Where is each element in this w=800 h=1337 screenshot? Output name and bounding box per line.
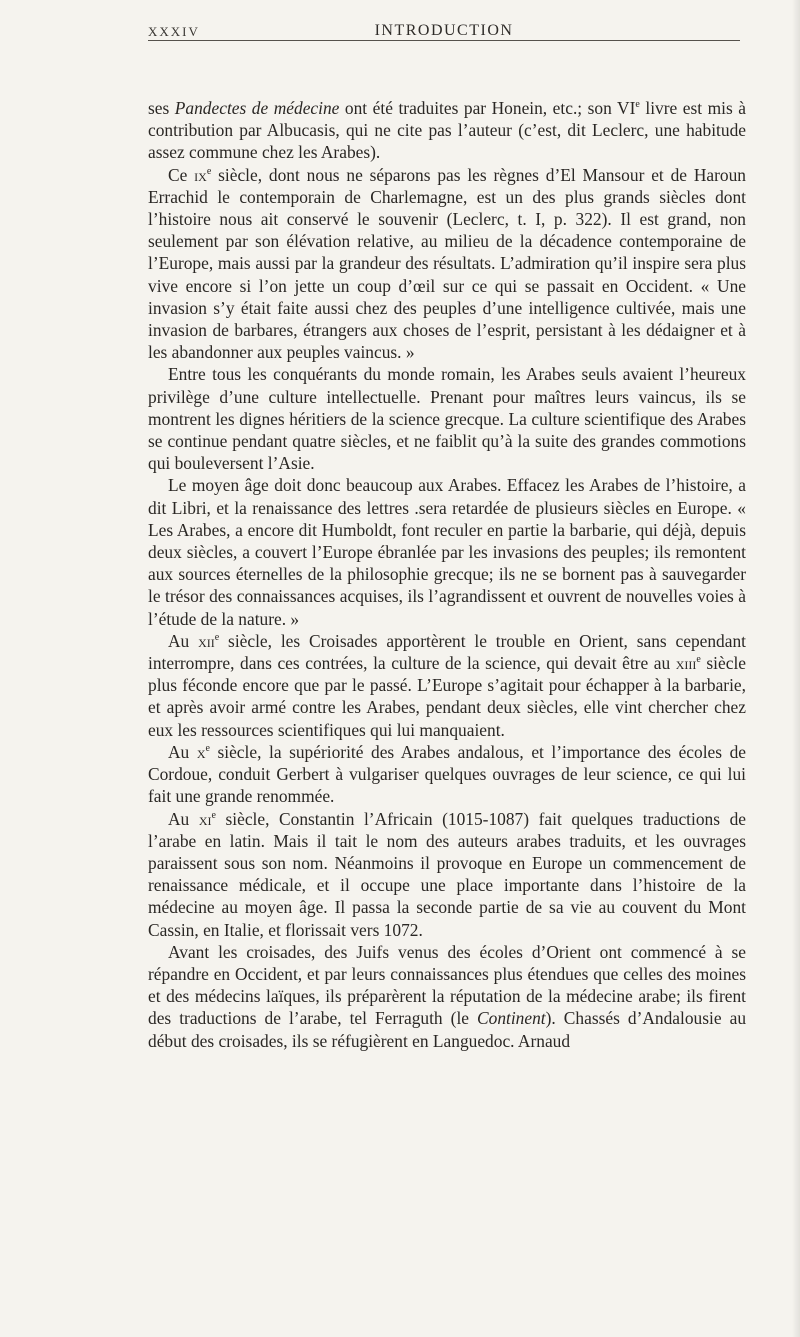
superscript: e xyxy=(635,99,640,111)
superscript: e xyxy=(211,809,216,821)
paragraph xyxy=(148,164,746,364)
small-caps-numeral: xii xyxy=(198,630,215,651)
paragraph xyxy=(148,741,746,808)
small-caps-numeral: xi xyxy=(198,808,212,829)
text-run: siècle, la supériorité des Arabes andalous, et l’importance des écoles de Cordoue, conduit Gerbert à vulgariser quelques ouvrages de leur science, ce qui lui fait une grande renommée. xyxy=(148,741,746,807)
text-run: Au xyxy=(168,630,199,651)
text-run: Au xyxy=(168,741,197,762)
paragraph xyxy=(148,630,746,741)
paragraph xyxy=(148,941,746,1052)
paragraph xyxy=(148,474,746,629)
text-run: Le moyen âge doit donc beaucoup aux Arabes. Effacez les Arabes de l’histoire, a dit Libri, et la renaissance des lettres .sera retardée de plusieurs siècles en Europe. « Les Arabes, a encore dit Humboldt, font reculer en partie la barbarie, qui déjà, depuis deux siècles, a couvert l’Europe ébranlée par les invasions des peuples; ils remontent aux sources éternelles de la philosophie grecque; ils ne se bornent pas à sauvegarder le trésor des connaissances acquises, ils l’agrandissent et ouvrent de nouvelles voies à l’étude de la nature. » xyxy=(148,475,746,629)
text-run: ses xyxy=(148,98,175,118)
superscript: e xyxy=(205,743,210,755)
italic-text: Pandectes de médecine xyxy=(174,98,340,118)
page-edge-shadow xyxy=(792,0,800,1337)
text-run: Entre tous les conquérants du monde romain, les Arabes seuls avaient l’heureux privilège d’une culture intellectuelle. Prenant pour maîtres leurs vaincus, ils se montrent les dignes héritiers de la science grecque. La culture scientifique des Arabes se continue pendant quatre siècles, et ne faiblit qu’à la suite des grandes commotions qui bouleversent l’Asie. xyxy=(148,364,746,474)
running-title: INTRODUCTION xyxy=(374,22,514,39)
body-text xyxy=(148,97,746,1052)
superscript: e xyxy=(214,632,220,644)
small-caps-numeral: ix xyxy=(194,164,207,185)
text-run: Avant les croisades, des Juifs venus des écoles d’Orient ont commencé à se répandre en Occident, et par leurs connaissances plus étendues que celles des moines et des médecins laïques, ils préparèrent la réputation de la médecine arabe; ils firent des traductions de l’arabe, tel Ferraguth (le xyxy=(148,941,746,1029)
text-run: siècle, dont nous ne séparons pas les règnes d’El Mansour et de Haroun Errachid le contemporain de Charlemagne, est un des plus grands siècles dont l’histoire nous ait conservé le souvenir (Leclerc, t. I, p. 322). Il est grand, non seulement par son élévation relative, au milieu de la décadence contemporaine de l’Europe, mais aussi par la grandeur des résultats. L’admiration qu’il inspire sera plus vive encore si l’on jette un coup d’œil sur ce qui se passait en Occident. « Une invasion s’y était faite aussi chez des peuples d’une intelligence cultivée, mais une invasion de barbares, étrangers aux choses de l’esprit, persistant à les dédaigner et à les abandonner aux peuples vaincus. » xyxy=(148,164,747,363)
header-rule xyxy=(148,40,740,41)
text-run: ont été traduites par Honein, etc.; son VI xyxy=(339,98,636,118)
text-run: livre est mis à contribution par Albucasis, qui ne cite pas l’auteur (c’est, dit Leclerc, une habitude assez commune chez les Arabes). xyxy=(148,98,746,163)
page-header xyxy=(148,22,740,52)
text-run: siècle plus féconde encore que par le passé. L’Europe s’agitait pour échapper à la barbarie, et après avoir armé contre les Arabes, pendant deux siècles, elle vint chercher chez eux les ressources scientifiques qui lui manquaient. xyxy=(148,653,747,740)
paragraph xyxy=(148,97,746,164)
text-run: siècle, Constantin l’Africain (1015-1087) fait quelques traductions de l’arabe en latin. Mais il tait le nom des auteurs arabes traduits, et les ouvrages paraissent sous son nom. Néanmoins il provoque en Europe un commencement de renaissance médicale, et il occupe une place importante dans l’histoire de la médecine au moyen âge. Il passa la seconde partie de sa vie au couvent du Mont Cassin, en Italie, et florissait vers 1072. xyxy=(148,808,746,940)
text-run: ). Chassés d’Andalousie au début des croisades, ils se réfugièrent en Languedoc. Arnaud xyxy=(148,1008,747,1051)
text-run: Ce xyxy=(168,164,195,185)
small-caps-numeral: xiii xyxy=(675,653,697,674)
superscript: e xyxy=(696,654,701,666)
text-run: siècle, les Croisades apportèrent le trouble en Orient, sans cependant interrompre, dans ces contrées, la culture de la science, qui devait être au xyxy=(148,630,746,674)
small-caps-numeral: x xyxy=(196,741,206,762)
paragraph xyxy=(148,808,746,941)
text-run: Au xyxy=(168,808,199,829)
superscript: e xyxy=(206,165,212,177)
italic-text: Continent xyxy=(477,1008,546,1029)
page-number: XXXIV xyxy=(148,24,200,39)
paragraph xyxy=(148,363,746,474)
